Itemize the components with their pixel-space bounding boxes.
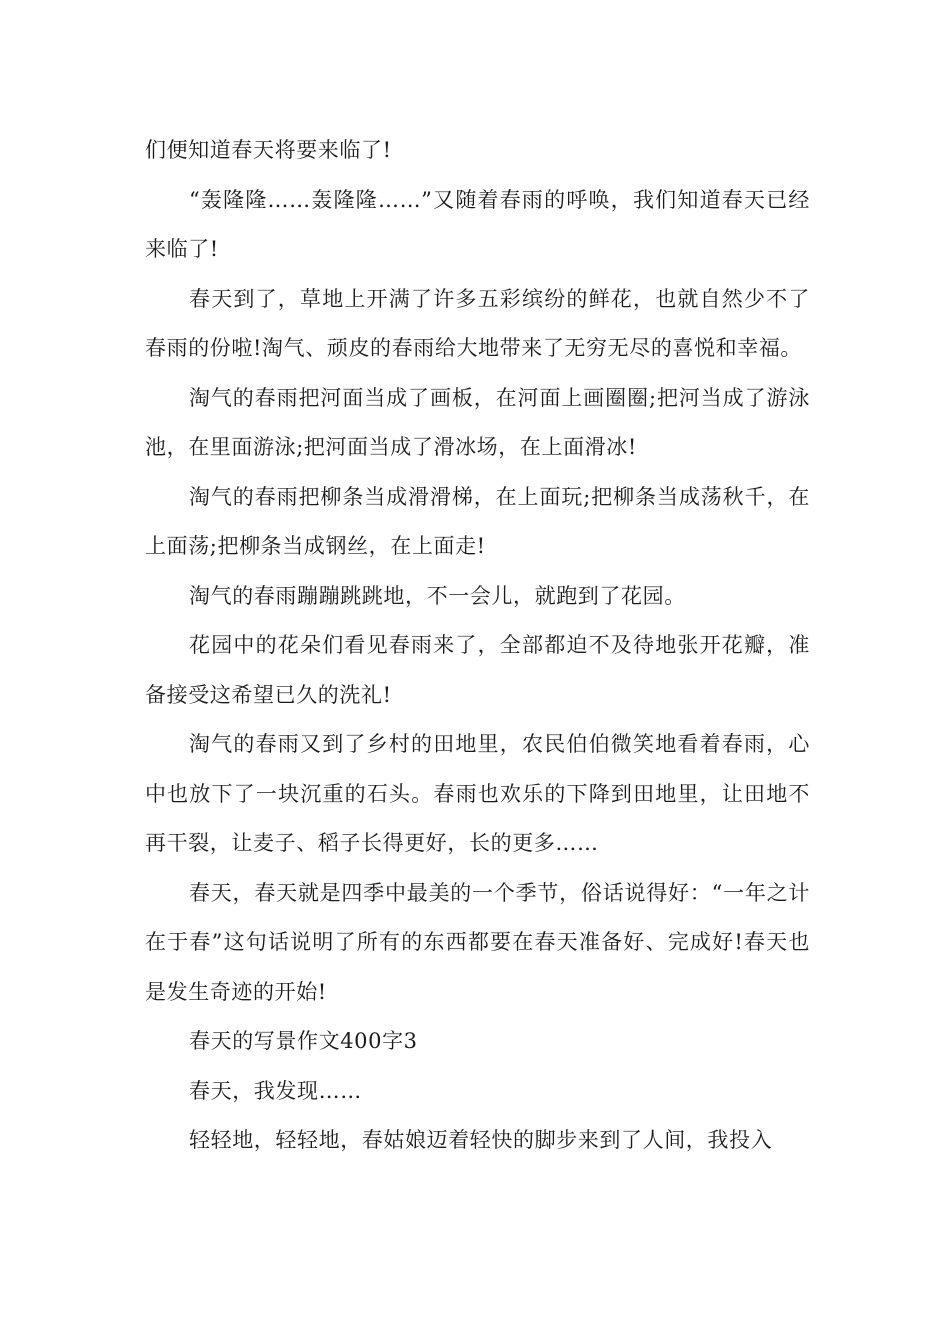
paragraph-2: “轰隆隆……轰隆隆……”又随着春雨的呼唤，我们知道春天已经来临了! — [145, 187, 810, 261]
section-heading: 春天的写景作文400字3 — [189, 1029, 418, 1053]
paragraph-12: 轻轻地，轻轻地，春姑娘迈着轻快的脚步来到了人间，我投入 — [189, 1128, 773, 1152]
paragraph-9: 春天，春天就是四季中最美的一个季节，俗话说得好：“一年之计在于春”这句话说明了所有的东西都要在春天准备好、完成好!春天也是发生奇迹的开始! — [145, 880, 810, 1004]
paragraph-4: 淘气的春雨把河面当成了画板，在河面上画圈圈;把河当成了游泳池，在里面游泳;把河面当成了滑冰场，在上面滑冰! — [145, 385, 810, 459]
paragraph-8: 淘气的春雨又到了乡村的田地里，农民伯伯微笑地看着春雨，心中也放下了一块沉重的石头。春雨也欢乐的下降到田地里，让田地不再干裂，让麦子、稻子长得更好，长的更多…… — [145, 732, 810, 855]
paragraph-1: 们便知道春天将要来临了! — [145, 138, 392, 162]
paragraph-5: 淘气的春雨把柳条当成滑滑梯，在上面玩;把柳条当成荡秋千，在上面荡;把柳条当成钢丝，在上面走! — [145, 484, 810, 558]
paragraph-6: 淘气的春雨蹦蹦跳跳地，不一会儿，就跑到了花园。 — [189, 583, 686, 608]
paragraph-3: 春天到了，草地上开满了许多五彩缤纷的鲜花，也就自然少不了春雨的份啦!淘气、顽皮的春雨给大地带来了无穷无尽的喜悦和幸福。 — [145, 286, 810, 360]
paragraph-11: 春天，我发现…… — [189, 1078, 362, 1103]
document-body — [145, 126, 810, 1166]
paragraph-7: 花园中的花朵们看见春雨来了，全部都迫不及待地张开花瓣，准备接受这希望已久的洗礼! — [145, 633, 810, 707]
